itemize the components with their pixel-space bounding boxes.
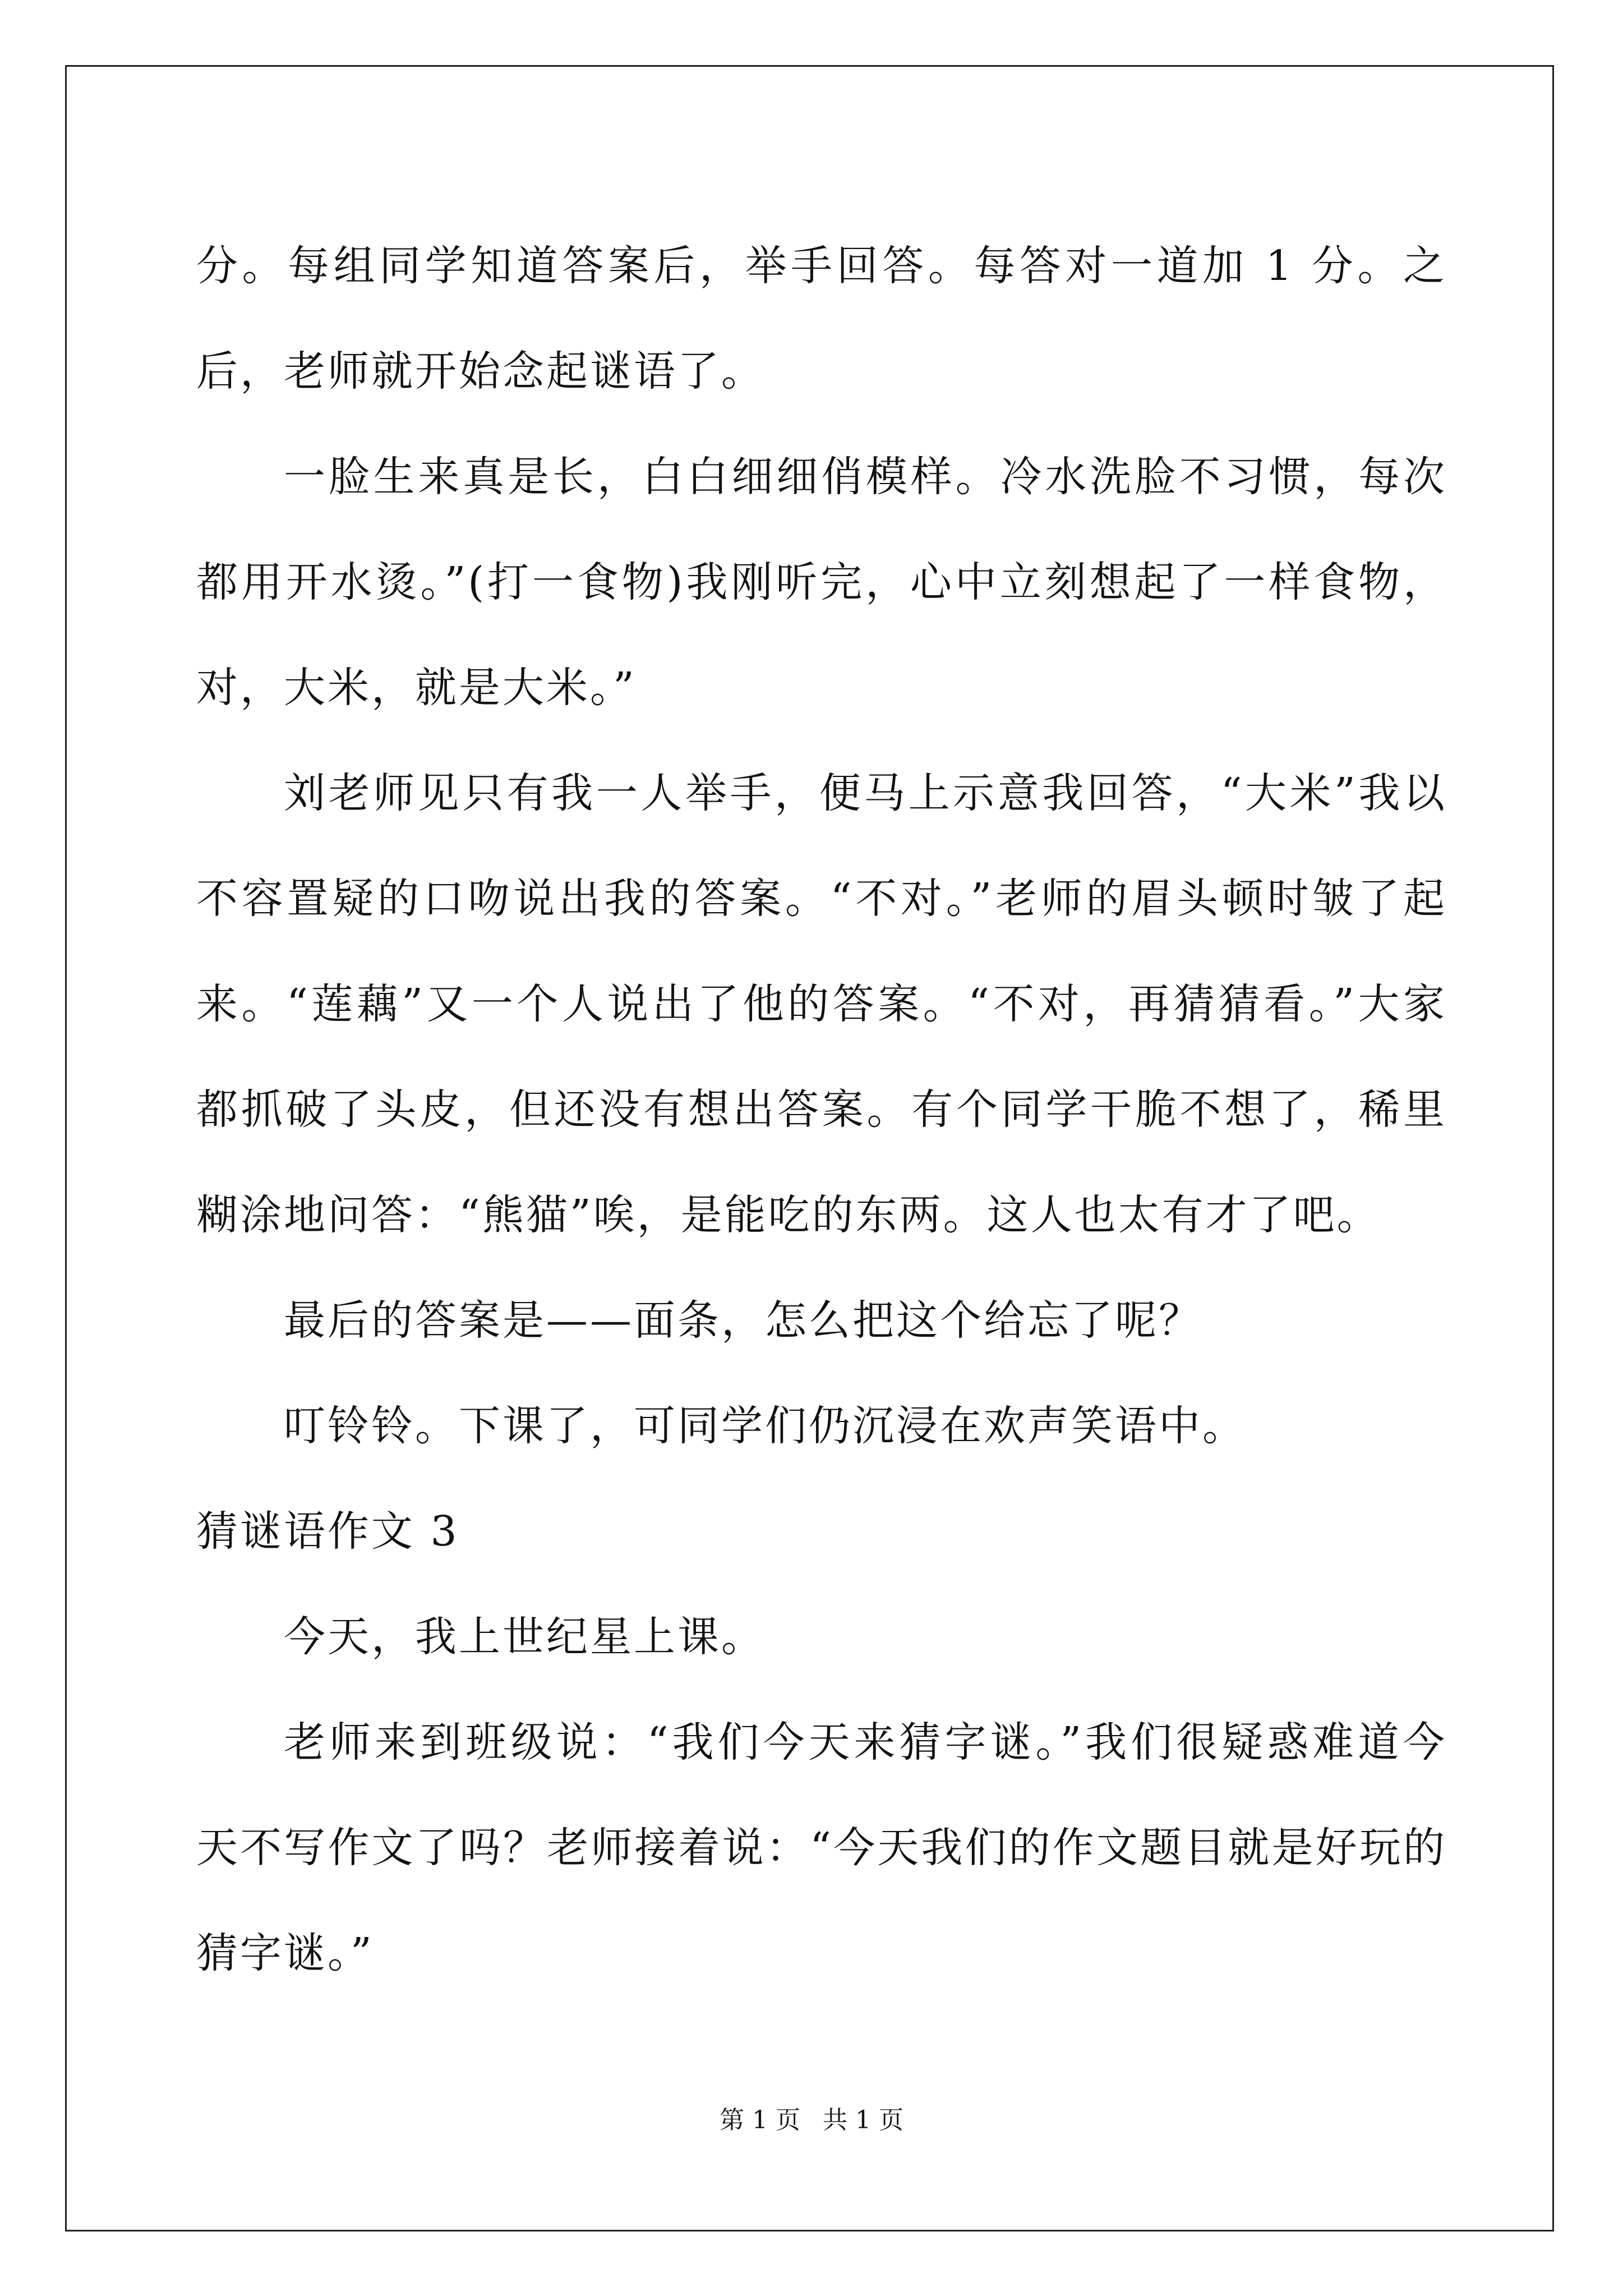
paragraph: 分。每组同学知道答案后，举手回答。每答对一道加 1 分。之后，老师就开始念起谜语了。 — [196, 242, 1447, 395]
paragraph: 今天，我上世纪星上课。 — [284, 1613, 765, 1661]
paragraph: 叮铃铃。下课了，可同学们仍沉浸在欢声笑语中。 — [284, 1402, 1246, 1450]
document-body — [196, 213, 1447, 2006]
page-total: 共 1 页 — [823, 2106, 903, 2134]
page-footer — [0, 2104, 1623, 2137]
paragraph: 老师来到班级说：“我们今天来猜字谜。”我们很疑惑难道今天不写作文了吗？老师接着说：“今天我们的作文题目就是好玩的猜字谜。” — [196, 1718, 1447, 1977]
section-heading: 猜谜语作文 3 — [196, 1507, 459, 1556]
paragraph: 刘老师见只有我一人举手，便马上示意我回答，“大米”我以不容置疑的口吻说出我的答案。“不对。”老师的眉头顿时皱了起来。“莲藕”又一个人说出了他的答案。“不对，再猜猜看。”大家都抓破了头皮，但还没有想出答案。有个同学干脆不想了，稀里糊涂地问答：“熊猫”唉，是能吃的东两。这人也太有才了吧。 — [196, 769, 1447, 1239]
page-number: 第 1 页 — [720, 2106, 800, 2134]
paragraph: 一脸生来真是长，白白细细俏模样。冷水洗脸不习惯，每次都用开水烫。”(打一食物)我刚听完，心中立刻想起了一样食物，对，大米，就是大米。” — [196, 453, 1447, 712]
paragraph: 最后的答案是——面条，怎么把这个给忘了呢？ — [284, 1296, 1202, 1345]
